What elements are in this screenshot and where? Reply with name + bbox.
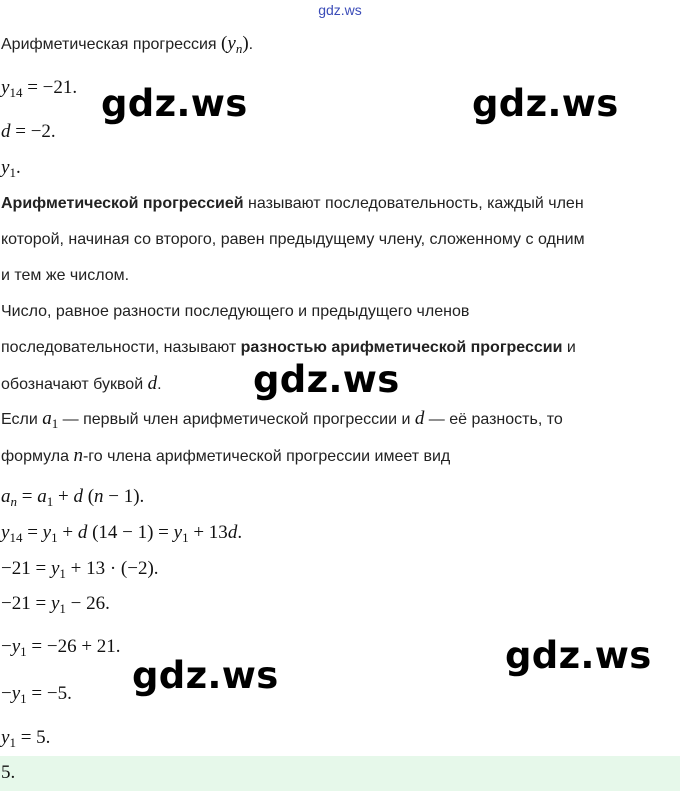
lhs: −21 =	[1, 593, 51, 614]
sub-1: 1	[9, 735, 16, 750]
sub-1: 1	[182, 530, 189, 545]
theory-p1-line1	[1, 195, 584, 213]
theory-p3-mid: — первый член арифметической прогрессии и	[58, 411, 415, 428]
op: +	[57, 522, 78, 543]
sub-1: 1	[59, 601, 66, 616]
sub-1: 1	[51, 530, 58, 545]
sub-1: 1	[51, 416, 59, 431]
formula-y14	[1, 522, 242, 544]
op: .	[237, 522, 243, 543]
answer-value: 5.	[1, 762, 16, 783]
var-y: y	[50, 593, 60, 614]
given-y14	[1, 77, 77, 99]
formula-substitution	[1, 558, 159, 580]
var-d: d	[147, 373, 158, 394]
var-y: y	[1, 727, 10, 748]
term-arithmetic-progression: Арифметической прогрессией	[1, 195, 244, 212]
op: + 13	[188, 522, 228, 543]
formula-result	[1, 727, 50, 749]
lhs: −	[1, 683, 12, 704]
paren-open: (	[221, 33, 228, 54]
theory-p3-line1	[1, 408, 563, 430]
theory-p1-text: называют последовательность, каждый член	[243, 195, 584, 212]
theory-p3-line2	[1, 445, 450, 467]
op: (14 − 1) =	[87, 522, 174, 543]
theory-p3-text: Если	[1, 411, 43, 428]
rhs: = −5.	[26, 683, 72, 704]
var-d: d	[414, 408, 425, 429]
op: (	[82, 486, 95, 507]
var-d: d	[73, 486, 83, 507]
var-y: y	[227, 33, 236, 54]
var-n: n	[94, 486, 104, 507]
var-d: d	[1, 121, 11, 142]
var-d: d	[77, 522, 88, 543]
sub-n: n	[10, 494, 17, 509]
sub-1: 1	[20, 644, 27, 659]
op: − 1).	[103, 486, 145, 507]
var-y: y	[42, 522, 52, 543]
given-title-text: Арифметическая прогрессия	[1, 36, 222, 53]
var-d: d	[227, 522, 238, 543]
sub-1: 1	[20, 691, 27, 706]
given-title-end: .	[248, 36, 254, 53]
theory-p3-text-end: -го члена арифметической прогрессии имеет вид	[82, 448, 451, 465]
var-y: y	[173, 522, 183, 543]
sub-1: 1	[59, 566, 66, 581]
var-y: y	[1, 157, 10, 178]
op: +	[53, 486, 74, 507]
var-a: a	[1, 486, 11, 507]
theory-p2-text: последовательности, называют	[1, 339, 241, 356]
term-common-difference: разностью арифметической прогрессии	[240, 339, 563, 356]
var-a: a	[42, 408, 52, 429]
given-d	[1, 121, 56, 143]
theory-p2-line3	[1, 373, 162, 395]
var-n: n	[73, 445, 83, 466]
theory-p3-end: — её разность, то	[424, 411, 563, 428]
var-a: a	[37, 486, 47, 507]
given-title-math	[221, 33, 249, 54]
formula-isolate	[1, 636, 121, 658]
watermark: gdz.ws	[505, 634, 652, 677]
var-y: y	[1, 77, 10, 98]
rhs: = −26 + 21.	[26, 636, 121, 657]
sub-1: 1	[9, 165, 16, 180]
op: =	[17, 486, 38, 507]
var-y: y	[11, 636, 21, 657]
var-y: y	[11, 683, 21, 704]
watermark: gdz.ws	[472, 82, 619, 125]
sub-14: 14	[9, 85, 23, 100]
theory-p1-line3: и тем же числом.	[1, 267, 130, 284]
formula-nth-term	[1, 486, 144, 508]
theory-p2-line2	[1, 339, 576, 357]
var-y: y	[50, 558, 60, 579]
theory-p2-end: .	[157, 376, 162, 393]
sub-n: n	[235, 41, 243, 56]
answer-box	[0, 756, 680, 791]
lhs: −	[1, 636, 12, 657]
theory-p1-line2: которой, начиная со второго, равен предыдущему члену, сложенному с одним	[1, 231, 585, 248]
watermark: gdz.ws	[101, 82, 248, 125]
op: =	[22, 522, 43, 543]
find-y1-rhs: .	[15, 157, 21, 178]
rhs: − 26.	[65, 593, 110, 614]
theory-p2-text-end: и	[562, 339, 576, 356]
formula-simplified	[1, 593, 110, 615]
given-title	[1, 33, 253, 55]
sub-14: 14	[9, 530, 23, 545]
given-y14-rhs: = −21.	[22, 77, 78, 98]
rhs: + 13 · (−2).	[65, 558, 159, 579]
find-y1	[1, 157, 21, 179]
theory-p2-line1: Число, равное разности последующего и предыдущего членов	[1, 303, 470, 320]
given-d-rhs: = −2.	[10, 121, 56, 142]
formula-neg-result	[1, 683, 72, 705]
watermark: gdz.ws	[132, 654, 279, 697]
var-y: y	[1, 522, 10, 543]
site-header-link[interactable]: gdz.ws	[318, 2, 362, 18]
theory-p2-text: обозначают буквой	[1, 376, 148, 393]
watermark: gdz.ws	[253, 358, 400, 401]
theory-p3-text: формула	[1, 448, 74, 465]
paren-close: )	[242, 33, 249, 54]
sub-1: 1	[46, 494, 54, 509]
lhs: −21 =	[1, 558, 51, 579]
rhs: = 5.	[15, 727, 51, 748]
